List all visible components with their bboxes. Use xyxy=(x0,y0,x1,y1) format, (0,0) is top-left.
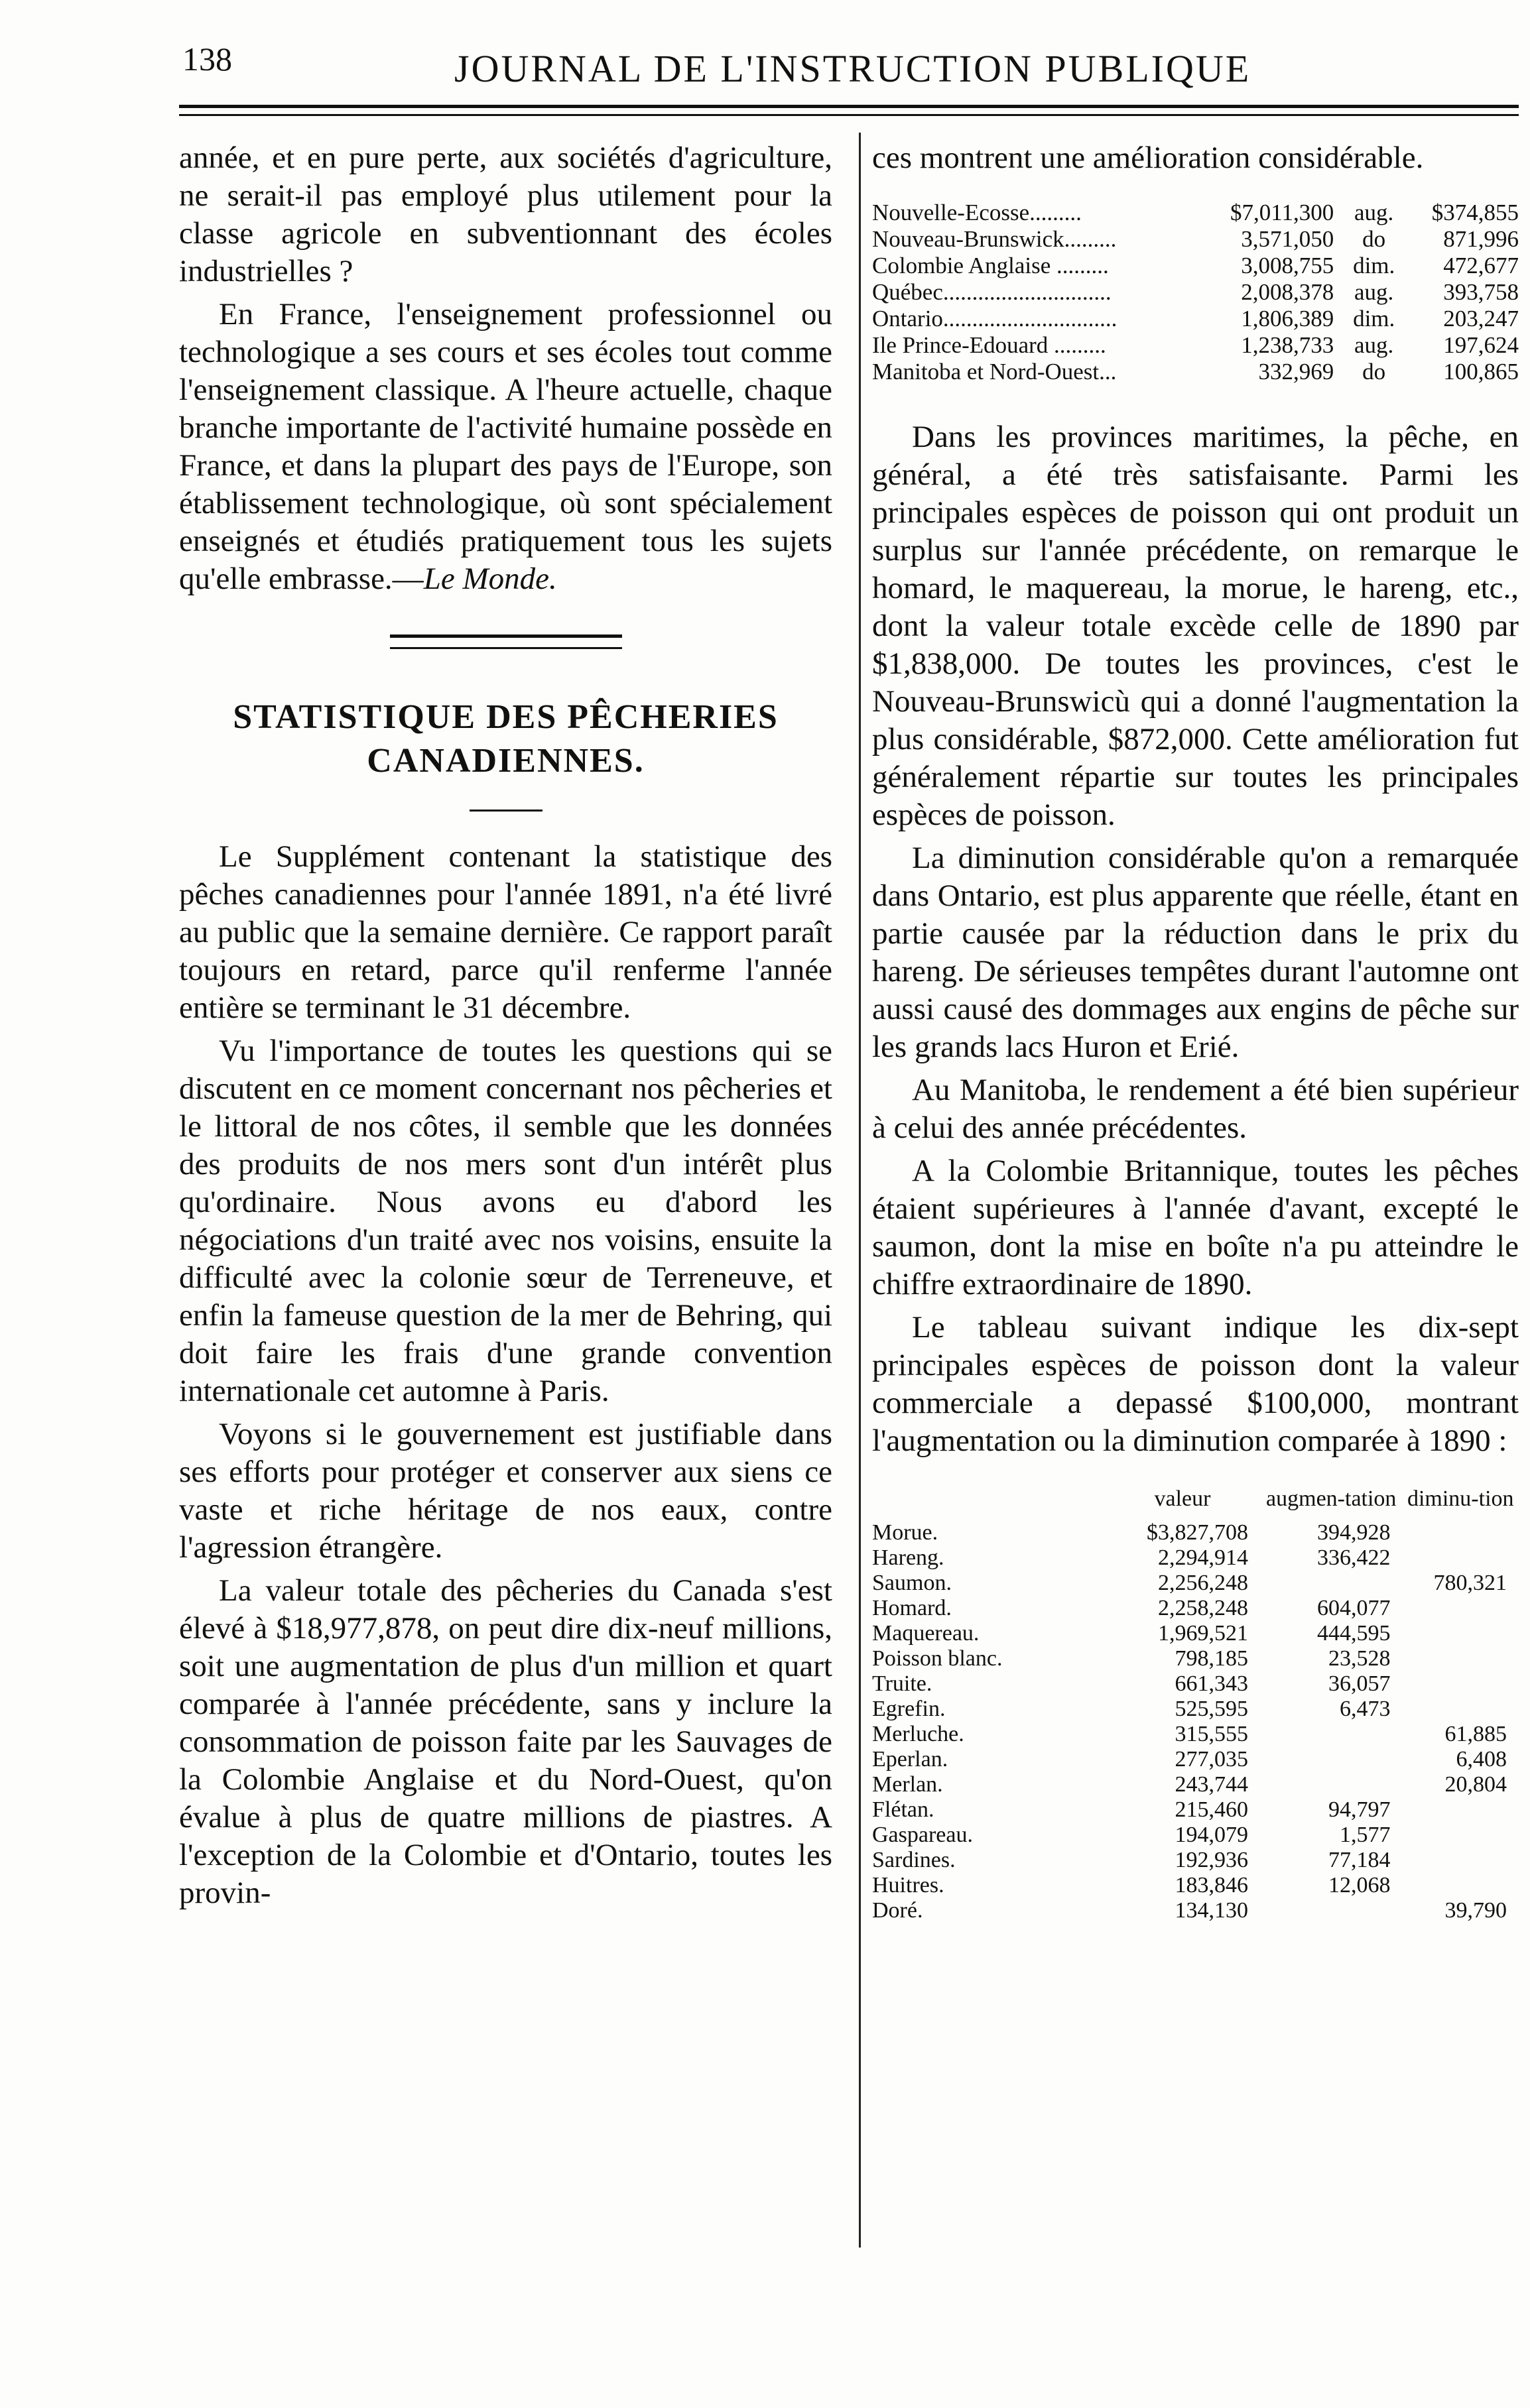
fish-name: Poisson blanc. xyxy=(872,1646,1003,1671)
fish-increase xyxy=(1260,1898,1403,1923)
table-row xyxy=(872,1671,1519,1697)
fish-decrease xyxy=(1403,1520,1519,1545)
province-value: 2,008,378 xyxy=(1241,279,1334,305)
fish-decrease: 39,790 xyxy=(1444,1898,1507,1923)
fish-decrease: 61,885 xyxy=(1444,1722,1507,1746)
table-row xyxy=(872,1697,1519,1722)
fish-value: 2,256,248 xyxy=(1158,1571,1248,1595)
paragraph: La valeur totale des pêcheries du Canada s'est élevé à $18,977,878, on peut dire dix-neuf millions, soit une augmentation de plus d'un million et quart comparée à l'année précédente, sans y inclure la consommation de poisson faite par les Sauvages de la Colombie Anglaise et du Nord-Ouest, qu'on évalue à plus de quatre millions de piastres. A l'exception de la Colombie et d'Ontario, toutes les provin- xyxy=(179,1573,832,1910)
paragraph: Voyons si le gouvernement est justifiable dans ses efforts pour protéger et conserver aux siens ce vaste et riche héritage de nos eaux, contre l'agression étrangère. xyxy=(179,1417,832,1565)
fish-increase: 1,577 xyxy=(1340,1823,1391,1847)
fish-name: Sardines. xyxy=(872,1848,956,1872)
fish-decrease xyxy=(1403,1848,1519,1873)
fish-name: Hareng. xyxy=(872,1545,944,1570)
change-direction: dim. xyxy=(1353,306,1395,331)
paragraph xyxy=(179,296,832,598)
fish-name: Merluche. xyxy=(872,1722,964,1746)
column-header: augmen-tation xyxy=(1266,1486,1397,1511)
fish-increase: 12,068 xyxy=(1328,1873,1391,1897)
fish-value: 1,969,521 xyxy=(1158,1621,1248,1646)
province-name: Nouveau-Brunswick......... xyxy=(872,226,1117,252)
fish-value: 134,130 xyxy=(1175,1898,1248,1923)
change-direction: do xyxy=(1362,359,1386,385)
fish-decrease xyxy=(1403,1596,1519,1621)
fish-increase: 336,422 xyxy=(1317,1545,1391,1570)
fish-name: Doré. xyxy=(872,1898,923,1923)
fish-decrease xyxy=(1403,1646,1519,1671)
table-row xyxy=(872,1772,1519,1797)
fish-value: 183,846 xyxy=(1175,1873,1248,1897)
fish-name: Morue. xyxy=(872,1520,938,1545)
province-name: Québec............................. xyxy=(872,279,1112,305)
province-value: 3,008,755 xyxy=(1241,253,1334,278)
left-column xyxy=(179,139,832,1912)
section-title-line: STATISTIQUE DES PÊCHERIES xyxy=(233,698,779,736)
province-table xyxy=(872,200,1519,385)
fish-value: 661,343 xyxy=(1175,1671,1248,1696)
fish-value: 194,079 xyxy=(1175,1823,1248,1847)
fish-increase: 444,595 xyxy=(1317,1621,1391,1646)
fish-value: $3,827,708 xyxy=(1147,1520,1248,1545)
fish-increase: 77,184 xyxy=(1328,1848,1391,1872)
province-name: Ontario.............................. xyxy=(872,306,1117,331)
change-amount: 393,758 xyxy=(1443,279,1519,305)
right-column xyxy=(872,139,1519,1923)
table-row xyxy=(872,1545,1519,1571)
table-row xyxy=(872,1571,1519,1596)
fish-decrease: 20,804 xyxy=(1444,1772,1507,1797)
fish-name: Gaspareau. xyxy=(872,1823,973,1847)
paragraph: Dans les provinces maritimes, la pêche, en général, a été très satisfaisante. Parmi les principales espèces de poisson qui ont produit un surplus sur l'année précédente, on remarque le homard, le maquereau, la morue, le hareng, etc., dont la valeur totale excède celle de 1890 par $1,838,000. De toutes les provinces, c'est le Nouveau-Brunswicù qui a donné l'augmentation la plus considérable, $872,000. Cette amélioration fut généralement répartie sur toutes les principales espèces de poisson. xyxy=(872,420,1519,832)
paragraph: La diminution considérable qu'on a remarquée dans Ontario, est plus apparente que réelle, étant en partie causée par la réduction dans le prix du hareng. De sérieuses tempêtes durant l'automne ont aussi causé des dommages aux engins de pêche sur les grands lacs Huron et Erié. xyxy=(872,841,1519,1064)
table-row xyxy=(872,1747,1519,1772)
paragraph: Vu l'importance de toutes les questions qui se discutent en ce moment concernant nos pêcheries et le littoral de nos côtes, il semble que les données des produits de nos mers sont d'un intérêt plus qu'ordinaire. Nous avons eu d'abord les négociations d'un traité avec nos voisins, ensuite la difficulté avec la colonie sœur de Terreneuve, et enfin la fameuse question de la mer de Behring, qui doit faire les frais d'une grande convention internationale cet automne à Paris. xyxy=(179,1034,832,1408)
table-row xyxy=(872,200,1519,226)
running-title: JOURNAL DE L'INSTRUCTION PUBLIQUE xyxy=(454,47,1251,90)
title-rule xyxy=(470,810,542,812)
table-row xyxy=(872,332,1519,359)
column-header xyxy=(872,1486,1105,1520)
table-row xyxy=(872,279,1519,306)
table-row xyxy=(872,306,1519,332)
table-row xyxy=(872,1873,1519,1898)
fish-decrease xyxy=(1403,1545,1519,1571)
change-amount: $374,855 xyxy=(1431,200,1519,225)
fish-value: 2,294,914 xyxy=(1158,1545,1248,1570)
table-row xyxy=(872,1646,1519,1671)
column-header: valeur xyxy=(1154,1486,1211,1511)
change-direction: aug. xyxy=(1354,332,1394,358)
fish-decrease: 780,321 xyxy=(1433,1571,1507,1595)
fish-name: Eperlan. xyxy=(872,1747,948,1772)
column-header: diminu-tion xyxy=(1407,1486,1514,1511)
fish-decrease xyxy=(1403,1873,1519,1898)
table-row xyxy=(872,1520,1519,1545)
fish-increase: 36,057 xyxy=(1328,1671,1391,1696)
section-separator xyxy=(390,634,622,649)
fish-decrease: 6,408 xyxy=(1456,1747,1507,1772)
table-header-row xyxy=(872,1486,1519,1520)
header-rule xyxy=(179,105,1519,108)
paragraph: année, et en pure perte, aux sociétés d'agriculture, ne serait-il pas employé plus utilement pour la classe agricole en subventionnant des écoles industrielles ? xyxy=(179,141,832,288)
fish-table xyxy=(872,1486,1519,1923)
table-row xyxy=(872,1797,1519,1823)
table-row xyxy=(872,253,1519,279)
fish-decrease xyxy=(1403,1697,1519,1722)
fish-increase: 94,797 xyxy=(1328,1797,1391,1822)
province-name: Ile Prince-Edouard ......... xyxy=(872,332,1106,358)
change-amount: 203,247 xyxy=(1443,306,1519,331)
fish-name: Saumon. xyxy=(872,1571,952,1595)
paragraph: A la Colombie Britannique, toutes les pêches étaient supérieures à l'année d'avant, excepté le saumon, dont la mise en boîte n'a pu atteindre le chiffre extraordinaire de 1890. xyxy=(872,1154,1519,1301)
fish-name: Maquereau. xyxy=(872,1621,980,1646)
fish-name: Flétan. xyxy=(872,1797,934,1822)
paragraph: Au Manitoba, le rendement a été bien supérieur à celui des année précédentes. xyxy=(872,1073,1519,1145)
table-row xyxy=(872,226,1519,253)
paragraph: Le Supplément contenant la statistique des pêches canadiennes pour l'année 1891, n'a été livré au public que la semaine dernière. Ce rapport paraît toujours en retard, parce qu'il renferme l'année entière se terminant le 31 décembre. xyxy=(179,839,832,1025)
province-name: Manitoba et Nord-Ouest... xyxy=(872,359,1117,385)
change-direction: do xyxy=(1362,226,1386,252)
fish-increase xyxy=(1260,1772,1403,1797)
fish-value: 277,035 xyxy=(1175,1747,1248,1772)
fish-decrease xyxy=(1403,1797,1519,1823)
header-rule xyxy=(179,114,1519,116)
change-direction: aug. xyxy=(1354,200,1394,225)
table-row xyxy=(872,1722,1519,1747)
fish-increase: 23,528 xyxy=(1328,1646,1391,1671)
page-number: 138 xyxy=(182,40,232,78)
fish-increase xyxy=(1260,1722,1403,1747)
fish-increase: 394,928 xyxy=(1317,1520,1391,1545)
source-citation: Le Monde. xyxy=(423,562,557,596)
table-row xyxy=(872,1621,1519,1646)
paragraph-text: En France, l'enseignement professionnel ou technologique a ses cours et ses écoles tout comme l'enseignement classique. A l'heure actuelle, chaque branche importante de l'activité humaine possède en France, et dans la plupart des pays de l'Europe, son établissement technologique, où sont spécialement enseignés et étudiés pratiquement tous les sujets qu'elle embrasse.— xyxy=(179,297,832,596)
fish-increase: 6,473 xyxy=(1340,1697,1391,1721)
fish-name: Homard. xyxy=(872,1596,952,1620)
fish-increase xyxy=(1260,1571,1403,1596)
province-name: Colombie Anglaise ......... xyxy=(872,253,1109,278)
fish-value: 525,595 xyxy=(1175,1697,1248,1721)
fish-decrease xyxy=(1403,1671,1519,1697)
change-direction: dim. xyxy=(1353,253,1395,278)
fish-value: 243,744 xyxy=(1175,1772,1248,1797)
table-row xyxy=(872,1596,1519,1621)
province-value: 332,969 xyxy=(1258,359,1334,385)
province-value: 3,571,050 xyxy=(1241,226,1334,252)
change-amount: 197,624 xyxy=(1443,332,1519,358)
fish-value: 215,460 xyxy=(1175,1797,1248,1822)
change-amount: 472,677 xyxy=(1443,253,1519,278)
paragraph: ces montrent une amélioration considérable. xyxy=(872,141,1424,175)
table-row xyxy=(872,359,1519,385)
table-row xyxy=(872,1848,1519,1873)
section-title-line: CANADIENNES. xyxy=(367,742,645,780)
section-title xyxy=(179,695,832,783)
fish-value: 192,936 xyxy=(1175,1848,1248,1872)
province-value: $7,011,300 xyxy=(1230,200,1334,225)
fish-value: 798,185 xyxy=(1175,1646,1248,1671)
table-row xyxy=(872,1898,1519,1923)
fish-name: Merlan. xyxy=(872,1772,943,1797)
province-name: Nouvelle-Ecosse......... xyxy=(872,200,1082,225)
fish-value: 315,555 xyxy=(1175,1722,1248,1746)
fish-decrease xyxy=(1403,1823,1519,1848)
column-divider xyxy=(859,133,861,2248)
fish-increase: 604,077 xyxy=(1317,1596,1391,1620)
fish-value: 2,258,248 xyxy=(1158,1596,1248,1620)
province-value: 1,806,389 xyxy=(1241,306,1334,331)
fish-name: Huitres. xyxy=(872,1873,944,1897)
fish-name: Egrefin. xyxy=(872,1697,946,1721)
paragraph: Le tableau suivant indique les dix-sept principales espèces de poisson dont la valeur commerciale a depassé $100,000, montrant l'augmentation ou la diminution comparée à 1890 : xyxy=(872,1310,1519,1458)
fish-increase xyxy=(1260,1747,1403,1772)
table-row xyxy=(872,1823,1519,1848)
province-value: 1,238,733 xyxy=(1241,332,1334,358)
change-amount: 100,865 xyxy=(1443,359,1519,385)
fish-name: Truite. xyxy=(872,1671,932,1696)
fish-decrease xyxy=(1403,1621,1519,1646)
change-direction: aug. xyxy=(1354,279,1394,305)
change-amount: 871,996 xyxy=(1443,226,1519,252)
